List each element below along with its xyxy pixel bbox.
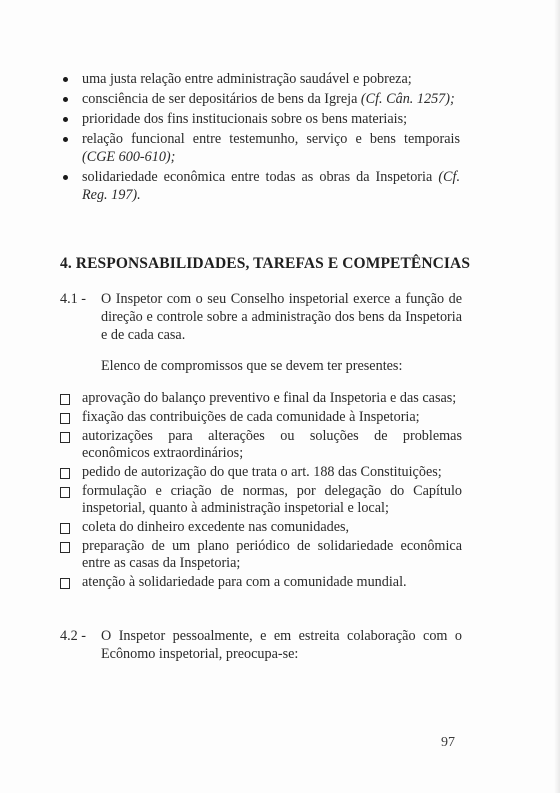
checklist-item	[60, 390, 462, 407]
checklist-text: autorizações para alterações ou soluções de problemas econômicos extraordinários;	[82, 428, 462, 461]
bullet-reference: (Cf. Cân. 1257);	[360, 91, 455, 107]
list-item	[60, 110, 460, 128]
checkbox-icon	[60, 394, 70, 405]
checklist-text: coleta do dinheiro excedente nas comunidades,	[82, 519, 350, 535]
commitments-intro: Elenco de compromissos que se devem ter presentes:	[101, 358, 403, 374]
bullet-text: uma justa relação entre administração saudável e pobreza;	[82, 71, 412, 87]
page-edge-shadow	[554, 0, 560, 793]
bullet-text: solidariedade econômica entre todas as obras da Inspetoria	[82, 169, 439, 185]
section-heading: 4. RESPONSABILIDADES, TAREFAS E COMPETÊNCIAS	[60, 255, 471, 272]
checklist-text: atenção à solidariedade para com a comunidade mundial.	[82, 574, 407, 590]
checkbox-icon	[60, 413, 70, 424]
checklist-item	[60, 464, 462, 481]
paragraph-text: O Inspetor com o seu Conselho inspetorial exerce a função de direção e controle sobre a administração dos bens da Inspetoria e de cada casa.	[101, 291, 462, 343]
checkbox-icon	[60, 432, 70, 443]
checklist-item	[60, 428, 462, 462]
list-item	[60, 168, 460, 204]
bullet-dot-icon	[63, 175, 68, 180]
paragraph-number: 4.1 -	[60, 291, 87, 307]
list-item	[60, 90, 460, 108]
bullet-text: relação funcional entre testemunho, serviço e bens temporais	[82, 131, 460, 147]
bullet-dot-icon	[63, 137, 68, 142]
checklist-item	[60, 483, 462, 517]
checklist-item	[60, 519, 462, 536]
checkbox-icon	[60, 578, 70, 589]
checkbox-icon	[60, 487, 70, 498]
checkbox-icon	[60, 468, 70, 479]
paragraph-number: 4.2 -	[60, 628, 87, 644]
principles-bullet-list	[60, 70, 460, 206]
checklist-item	[60, 538, 462, 572]
bullet-reference: (Cf. Reg. 197).	[82, 169, 460, 203]
bullet-dot-icon	[63, 97, 68, 102]
bullet-dot-icon	[63, 117, 68, 122]
paragraph-text: O Inspetor pessoalmente, e em estreita colaboração com o Ecônomo inspetorial, preocupa-se:	[101, 628, 462, 662]
checklist-text: pedido de autorização do que trata o art. 188 das Constituições;	[82, 464, 442, 480]
checklist-text: fixação das contribuições de cada comunidade à Inspetoria;	[82, 409, 420, 425]
checklist-text: aprovação do balanço preventivo e final da Inspetoria e das casas;	[82, 390, 457, 406]
checklist-text: formulação e criação de normas, por delegação do Capítulo inspetorial, quanto à administração inspetorial e local;	[82, 483, 462, 516]
checkbox-icon	[60, 542, 70, 553]
list-item	[60, 130, 460, 166]
bullet-reference: (CGE 600-610);	[82, 149, 176, 165]
paragraph-4-1	[60, 290, 462, 344]
checkbox-icon	[60, 523, 70, 534]
checklist-item	[60, 409, 462, 426]
checklist-text: preparação de um plano periódico de solidariedade econômica entre as casas da Inspetoria;	[82, 538, 462, 571]
bullet-dot-icon	[63, 77, 68, 82]
checklist-item	[60, 574, 462, 591]
paragraph-4-2	[60, 627, 462, 663]
commitments-checklist	[60, 390, 462, 593]
page-number: 97	[441, 735, 455, 750]
bullet-text: prioridade dos fins institucionais sobre os bens materiais;	[82, 111, 408, 127]
list-item	[60, 70, 460, 88]
bullet-text: consciência de ser depositários de bens da Igreja	[82, 91, 361, 107]
